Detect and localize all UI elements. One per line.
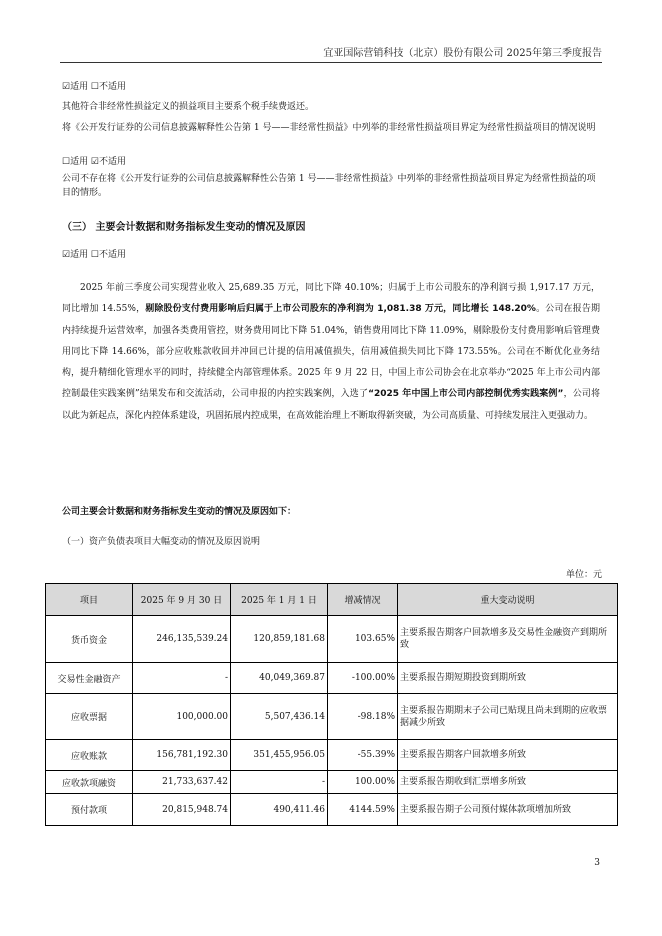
row-sep30: 246,135,539.24: [133, 616, 231, 663]
table-row: [46, 794, 618, 826]
row-sep30: 100,000.00: [133, 694, 231, 740]
row-change: -100.00%: [328, 663, 398, 694]
row-jan1: -: [231, 771, 328, 794]
header-jan1: 2025 年 1 月 1 日: [231, 584, 328, 616]
para-bold-2: “2025 年中国上市公司内部控制优秀实践案例”: [368, 389, 564, 400]
unit-label: 单位：元: [565, 570, 602, 580]
header-change: 增减情况: [328, 584, 398, 616]
applicable-option-1: ☑适用 ☐不适用: [62, 82, 126, 92]
table-row: [46, 771, 618, 794]
header-note: 重大变动说明: [398, 584, 618, 616]
row-note: 主要系报告期子公司预付媒体款项增加所致: [398, 794, 618, 826]
row-sep30: 20,815,948.74: [133, 794, 231, 826]
applicable-option-3: ☑适用 ☐不适用: [62, 250, 126, 260]
table-row: [46, 740, 618, 771]
row-sep30: 21,733,637.42: [133, 771, 231, 794]
table-row: [46, 616, 618, 663]
row-jan1: 5,507,436.14: [231, 694, 328, 740]
row-note: 主要系报告期收到汇票增多所致: [398, 771, 618, 794]
row-note: 主要系报告期客户回款增多及交易性金融资产到期所致: [398, 616, 618, 663]
table-row: [46, 694, 618, 740]
section-title: （三） 主要会计数据和财务指标发生变动的情况及原因: [62, 222, 306, 233]
reclass-text: 公司不存在将《公开发行证券的公司信息披露解释性公告第 1 号——非经常性损益》中列举的非经常性损益项目界定为经常性损益的项目的情形。: [62, 174, 596, 198]
applicable-option-2: ☐适用 ☑不适用: [62, 157, 126, 167]
performance-paragraph: [62, 278, 600, 427]
row-item: 应收票据: [46, 694, 133, 740]
header-divider: [60, 62, 602, 63]
para-text-2: 。公司在报告期内持续提升运营效率，加强各类费用管控，财务费用同比下降 51.04%，销售费用同比下降 11.09%，剔除股份支付费用影响后管理费用同比下降 14.66%，部分应收账款收回并冲回已计提的信用减值损失，信用减值损失同比下降 173.55%。公司在不断优化业务结构，提升精细化管理水平的同时，持续健全内部管理体系。2025 年 9 月 22 日，中国上市公司协会在北京举办“2025 年上市公司内部控制最佳实践案例”结果发布和交流活动，公司申报的内控实践案例，入选了: [62, 304, 600, 400]
row-jan1: 490,411.46: [231, 794, 328, 826]
balance-sheet-subheading: （一）资产负债表项目大幅变动的情况及原因说明: [62, 537, 261, 547]
row-note: 主要系报告期期末子公司已贴现且尚未到期的应收票据减少所致: [398, 694, 618, 740]
reclass-heading: 将《公开发行证券的公司信息披露解释性公告第 1 号——非经常性损益》中列举的非经常性损益项目界定为经常性损益项目的情况说明: [62, 123, 596, 133]
header-item: 项目: [46, 584, 133, 616]
para-text-1: 2025 年前三季度公司实现营业收入 25,689.35 万元，同比下降 40.10%；归属于上市公司股东的净利润亏损 1,917.17 万元，同比增加 14.55%，: [62, 283, 600, 315]
header-sep30: 2025 年 9 月 30 日: [133, 584, 231, 616]
para-bold-1: 剔除股份支付费用影响后归属于上市公司股东的净利润为 1,081.38 万元，同比增长 148.20%: [145, 304, 536, 315]
page-header: 宜亚国际营销科技（北京）股份有限公司 2025年第三季度报告: [323, 48, 602, 59]
row-change: 100.00%: [328, 771, 398, 794]
row-item: 预付款项: [46, 794, 133, 826]
page-number: 3: [594, 858, 600, 868]
row-jan1: 120,859,181.68: [231, 616, 328, 663]
row-jan1: 40,049,369.87: [231, 663, 328, 694]
row-note: 主要系报告期短期投资到期所致: [398, 663, 618, 694]
row-item: 应收款项融资: [46, 771, 133, 794]
row-jan1: 351,455,956.05: [231, 740, 328, 771]
changes-heading: 公司主要会计数据和财务指标发生变动的情况及原因如下：: [62, 507, 297, 517]
other-items-text: 其他符合非经常性损益定义的损益项目主要系个税手续费返还。: [62, 102, 315, 112]
row-item: 应收账款: [46, 740, 133, 771]
row-sep30: -: [133, 663, 231, 694]
balance-sheet-table: [45, 583, 618, 826]
row-change: -98.18%: [328, 694, 398, 740]
row-note: 主要系报告期客户回款增多所致: [398, 740, 618, 771]
row-change: 4144.59%: [328, 794, 398, 826]
table-header-row: [46, 584, 618, 616]
row-change: 103.65%: [328, 616, 398, 663]
table-row: [46, 663, 618, 694]
para-text-3: ，公司将以此为新起点，深化内控体系建设，巩固拓展内控成果，在高效能治理上不断取得新突破，为公司高质量、可持续发展注入更强动力。: [62, 389, 600, 421]
row-sep30: 156,781,192.30: [133, 740, 231, 771]
row-change: -55.39%: [328, 740, 398, 771]
row-item: 货币资金: [46, 616, 133, 663]
row-item: 交易性金融资产: [46, 663, 133, 694]
